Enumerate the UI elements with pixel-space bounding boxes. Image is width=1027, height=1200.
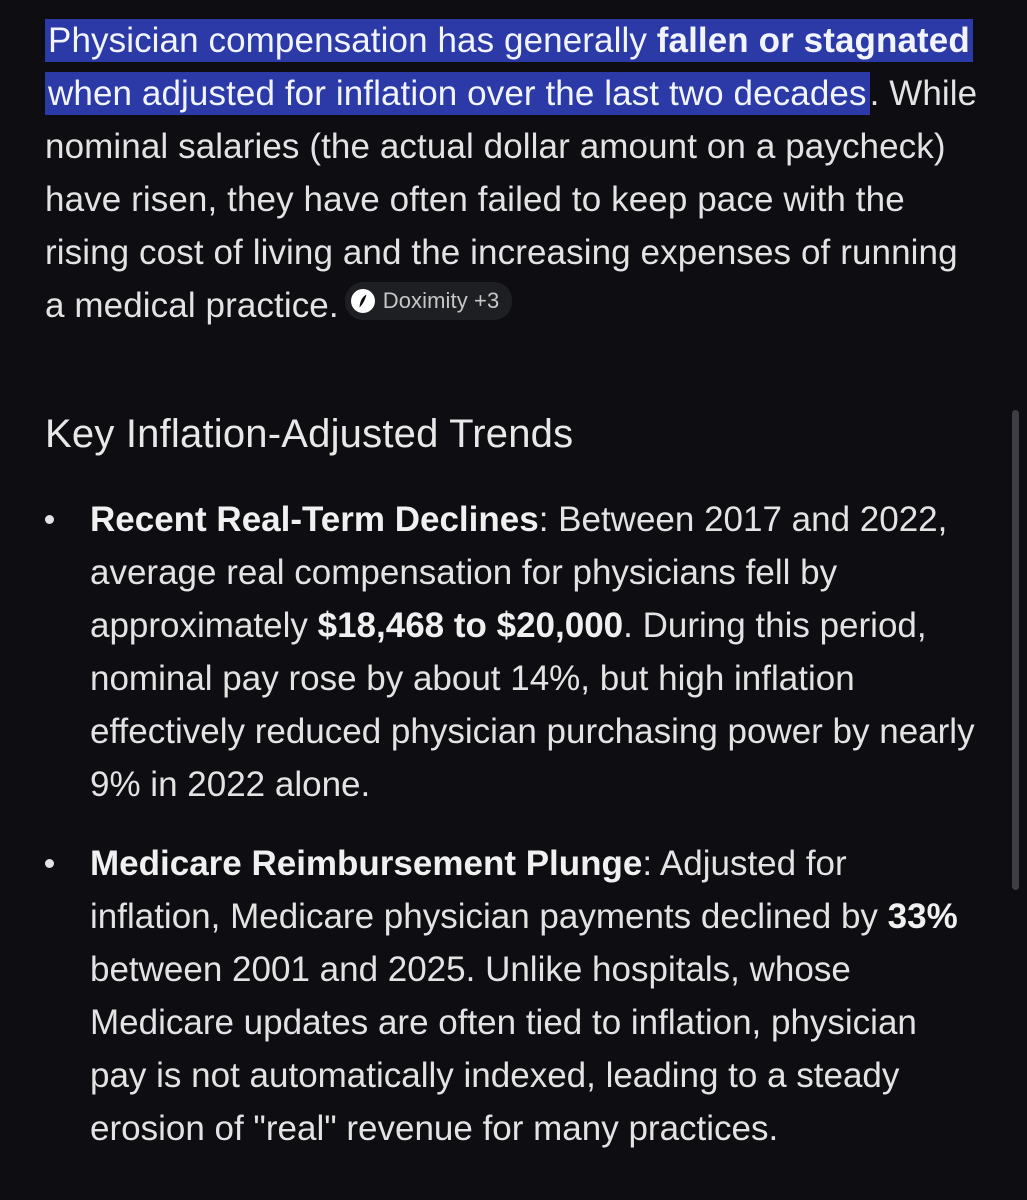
highlight-text-start: Physician compensation has generally: [48, 21, 657, 60]
list-item: [45, 493, 980, 811]
trend-list: [45, 493, 980, 1155]
list-item-title: Recent Real-Term Declines: [90, 500, 539, 539]
intro-paragraph: [45, 14, 980, 332]
intro-rest-text: . While nominal salaries (the actual dollar amount on a paycheck) have risen, they have often failed to keep pace with the rising cost of living and the increasing expenses of running a medical practice.: [45, 74, 978, 325]
list-item-bold-value: $18,468 to $20,000: [317, 606, 624, 645]
highlight-bold-text: fallen or stagnated: [656, 21, 970, 60]
list-item: [45, 837, 980, 1155]
list-item-text: : Adjusted for inflation, Medicare physician payments declined by: [90, 844, 888, 936]
list-item-title: Medicare Reimbursement Plunge: [90, 844, 643, 883]
highlighted-text: [45, 19, 973, 115]
doximity-icon: [351, 289, 375, 313]
response-content: [45, 14, 980, 1181]
source-chip[interactable]: [345, 282, 513, 320]
scrollbar-thumb[interactable]: [1012, 410, 1019, 890]
source-chip-label: Doximity +3: [382, 288, 500, 313]
list-item-text: . During this period, nominal pay rose by about 14%, but high inflation effectively reduced physician purchasing power by nearly 9% in 2022 alone.: [90, 606, 975, 804]
highlight-text-end: when adjusted for inflation over the last two decades: [48, 74, 867, 113]
list-item-bold-value: 33%: [887, 897, 958, 936]
list-item-text: between 2001 and 2025. Unlike hospitals, whose Medicare updates are often tied to inflation, physician pay is not automatically indexed, leading to a steady erosion of "real" revenue for many practices.: [90, 950, 917, 1148]
section-heading: Key Inflation-Adjusted Trends: [45, 412, 574, 456]
list-item-text: : Between 2017 and 2022, average real compensation for physicians fell by approximately: [90, 500, 948, 645]
bullet-icon: [45, 515, 54, 524]
bullet-icon: [45, 859, 54, 868]
